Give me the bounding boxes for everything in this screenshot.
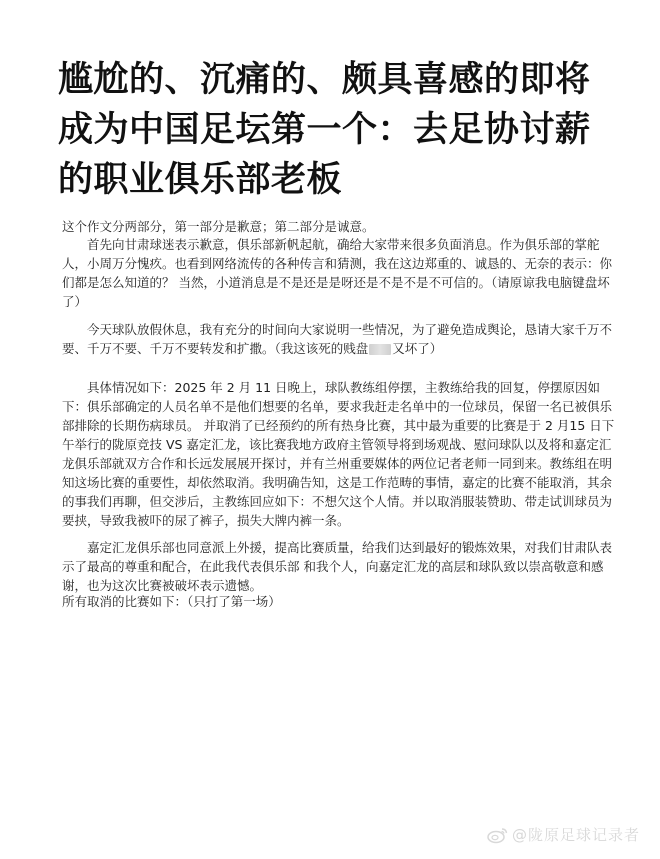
rest-day-text: 今天球队放假休息，我有充分的时间向大家说明一些情况，为了避免造成舆论，恳请大家千万不要、千万不要、千万不要转发和扩撒。（我这该死的贱盘 bbox=[62, 322, 613, 356]
rest-day-text-end: 又坏了） bbox=[392, 341, 443, 356]
thanks-paragraph: 嘉定汇龙俱乐部也同意派上外援，提高比赛质量，给我们达到最好的锻炼效果，对我们甘肃队表示了最高的尊重和配合，在此我代表俱乐部 和我个人，向嘉定汇龙的高层和球队致以崇高敬意和感谢，也为这次比赛被破坏表示遗憾。 bbox=[62, 540, 613, 593]
article-title: 尴尬的、沉痛的、颇具喜感的即将成为中国足坛第一个：去足协讨薪的职业俱乐部老板 bbox=[58, 60, 591, 200]
redaction-mark bbox=[369, 344, 391, 355]
intro-paragraph: 这个作文分两部分，第一部分是歉意；第二部分是诚意。 bbox=[62, 219, 375, 234]
details-paragraph: 具体情况如下：2025 年 2 月 11 日晚上，球队教练组停摆，主教练给我的回复，停摆原因如下：俱乐部确定的人员名单不是他们想要的名单，要求我赶走名单中的一位球员，保留一名已被俱乐部排除的长期伤病球员。 并取消了已经预约的所有热身比赛，其中最为重要的比赛是于 2 月15 日下午举行的陇原竞技 VS 嘉定汇龙，该比赛我地方政府主管领导将到场观战、慰问球队以及将和嘉定汇龙俱乐部就双方合作和长远发展展开探讨，并有兰州重要媒体的两位记者老师一同到来。教练组在明知这场比赛的重要性，却依然取消。我明确告知，这是工作范畴的事情，嘉定的比赛不能取消，其余的事我们再聊，但交涉后，主教练回应如下：不想欠这个人情。并以取消服装赞助、带走试训球员为要挟，导致我被吓的尿了裤子，损失大牌内裤一条。 bbox=[62, 380, 615, 528]
watermark-text: @陇原足球记录者 bbox=[511, 826, 640, 844]
rest-day-paragraph bbox=[62, 320, 622, 358]
weibo-icon bbox=[487, 826, 509, 844]
apology-paragraph: 首先向甘肃球迷表示歉意，俱乐部新帆起航，确给大家带来很多负面消息。作为俱乐部的掌舵人，小周万分愧疚。也看到网络流传的各种传言和猜测，我在这边郑重的、诚恳的、无奈的表示：你们都是怎么知道的？ 当然，小道消息是不是还是是呀还是不是不是不可信的。（请原谅我电脑键盘坏了） bbox=[62, 237, 613, 309]
cancelled-matches-label: 所有取消的比赛如下：（只打了第一场） bbox=[62, 594, 281, 609]
watermark bbox=[487, 824, 640, 845]
